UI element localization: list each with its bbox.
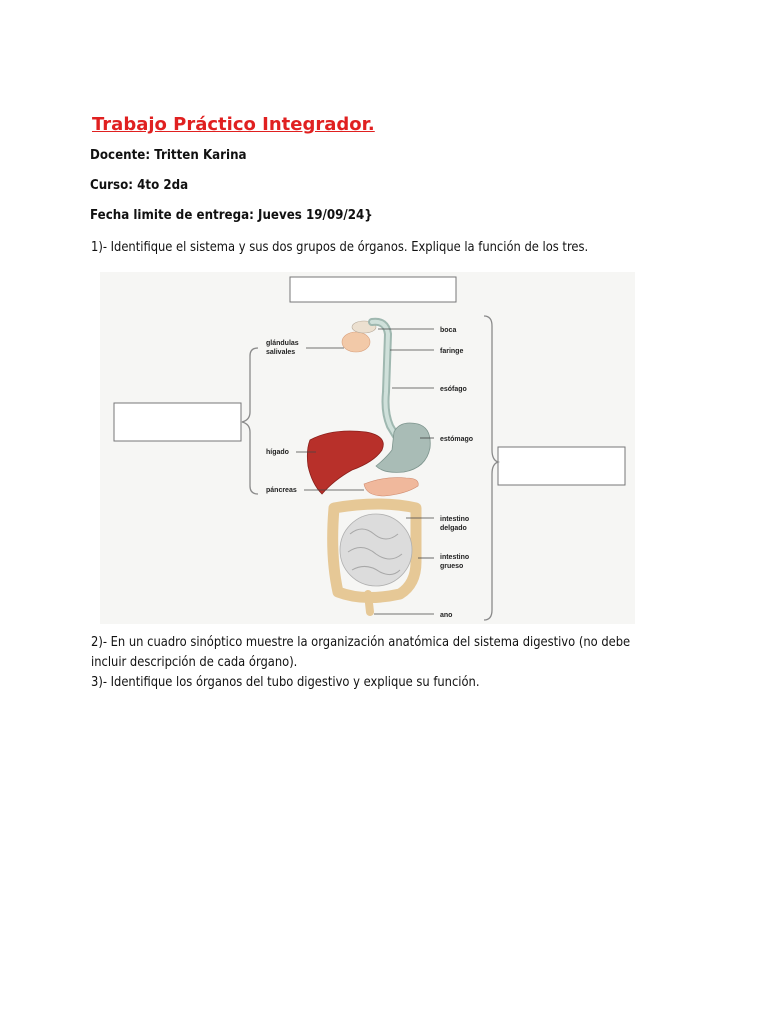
label-estomago: estómago xyxy=(440,436,474,443)
label-intestino-delgado-1: intestino xyxy=(440,516,470,523)
label-intestino-delgado-2: delgado xyxy=(440,525,467,532)
question-2-line-1: 2)- En un cuadro sinóptico muestre la organización anatómica del sistema digestivo (no debe xyxy=(91,635,631,650)
label-intestino-grueso-1: intestino xyxy=(440,554,470,561)
label-boca: boca xyxy=(440,327,457,334)
digestive-system-diagram xyxy=(100,272,635,624)
label-esofago: esófago xyxy=(440,386,467,393)
question-3: 3)- Identifique los órganos del tubo digestivo y explique su función. xyxy=(91,675,480,690)
question-2-line-2: incluir descripción de cada órgano). xyxy=(91,655,298,670)
label-ano: ano xyxy=(440,612,453,619)
label-glandulas-1: glándulas xyxy=(266,340,299,347)
label-glandulas-2: salivales xyxy=(266,349,296,356)
label-faringe: faringe xyxy=(440,348,464,355)
label-higado: hígado xyxy=(266,449,289,456)
question-1: 1)- Identifique el sistema y sus dos grupos de órganos. Explique la función de los tres. xyxy=(91,240,589,255)
label-intestino-grueso-2: grueso xyxy=(440,563,464,570)
course-line: Curso: 4to 2da xyxy=(90,177,189,193)
teacher-line: Docente: Tritten Karina xyxy=(90,147,247,163)
label-pancreas: páncreas xyxy=(266,487,297,494)
salivary-gland xyxy=(342,332,370,352)
answer-box-top[interactable] xyxy=(290,277,456,302)
due-date-line: Fecha limite de entrega: Jueves 19/09/24} xyxy=(90,207,373,223)
answer-box-left[interactable] xyxy=(114,403,241,441)
rectum xyxy=(368,594,370,612)
document-title: Trabajo Práctico Integrador. xyxy=(92,114,375,135)
answer-box-right[interactable] xyxy=(498,447,625,485)
